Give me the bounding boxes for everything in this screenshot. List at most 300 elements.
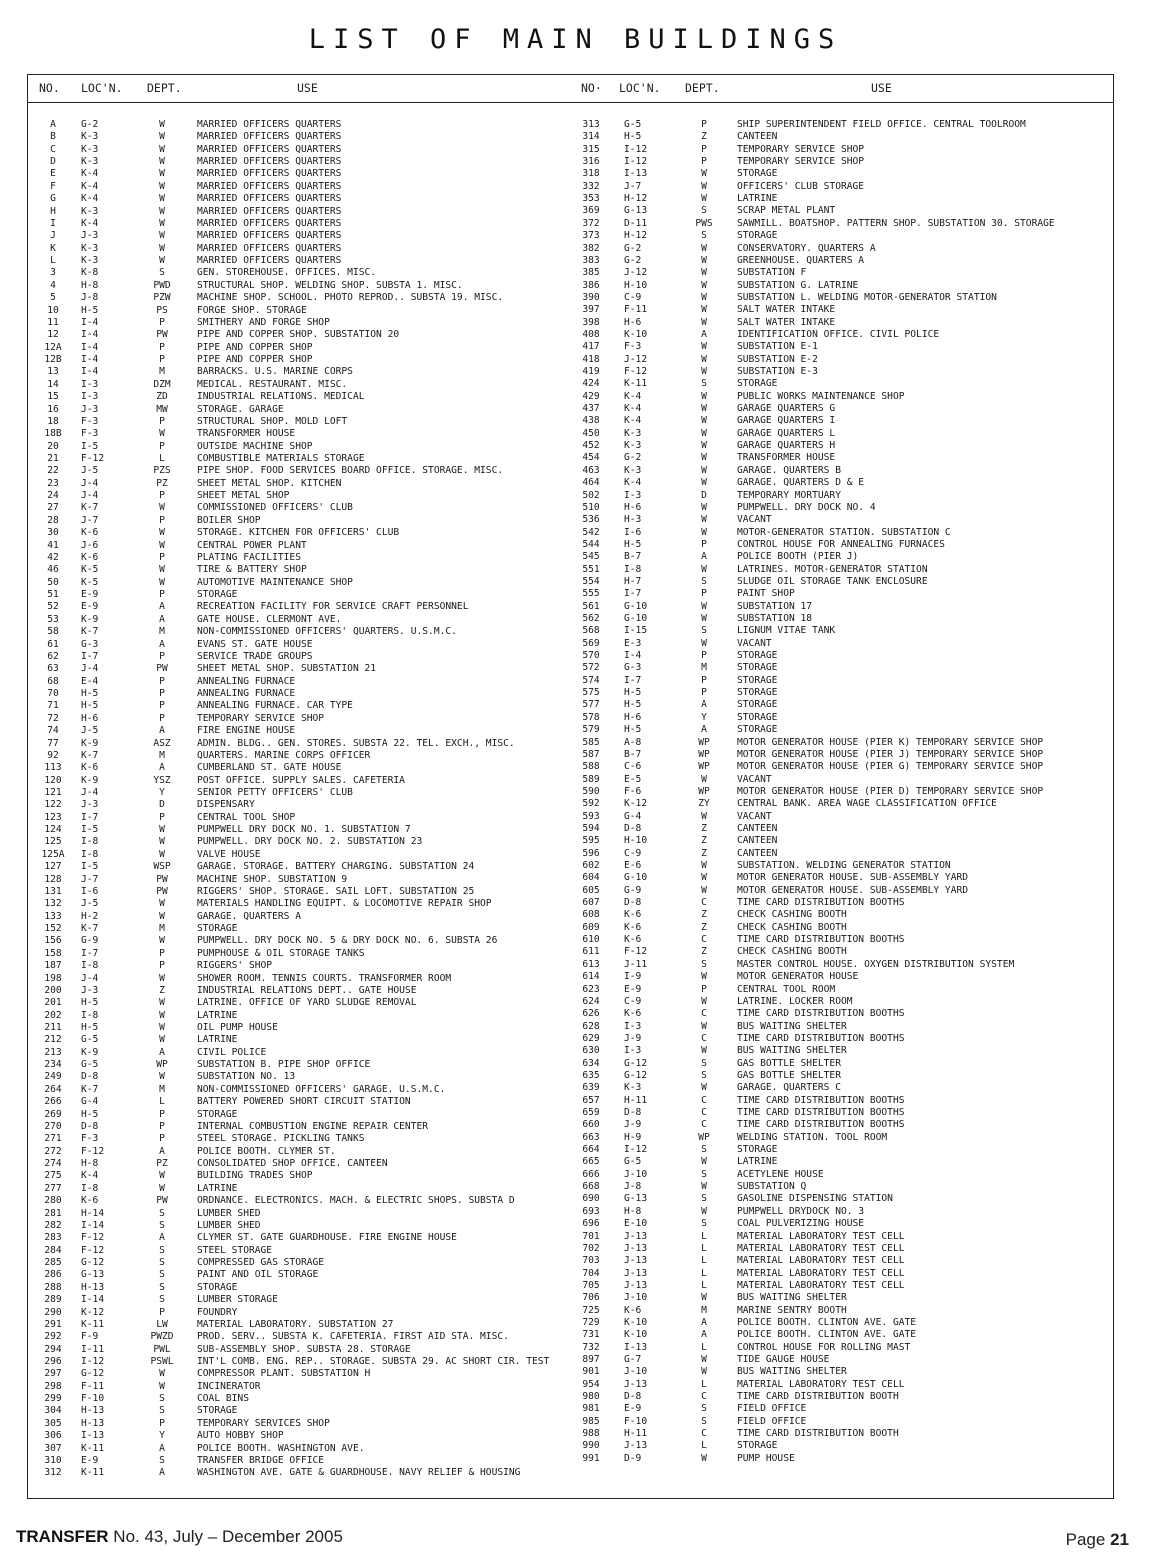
building-use: MOTOR GENERATOR HOUSE. SUB-ASSEMBLY YARD	[737, 884, 969, 896]
building-dept: PZW	[153, 292, 171, 304]
building-number: 572	[582, 662, 600, 674]
table-row	[27, 1183, 567, 1195]
building-use: STORAGE	[737, 687, 778, 699]
building-number: 419	[582, 366, 600, 377]
building-use: SERVICE TRADE GROUPS	[197, 650, 313, 662]
building-use: TIME CARD DISTRIBUTION BOOTH	[737, 1428, 899, 1440]
table-row	[567, 662, 1114, 674]
table-row	[567, 1428, 1114, 1440]
building-dept: P	[159, 1108, 165, 1120]
building-use: PROD. SERV.. SUBSTA K. CAFETERIA. FIRST AID STA. MISC.	[197, 1331, 509, 1343]
building-dept: S	[159, 1281, 165, 1293]
building-number: 705	[582, 1279, 600, 1291]
table-row	[27, 131, 567, 143]
building-use: MARRIED OFFICERS QUARTERS	[197, 217, 342, 229]
building-number: 23	[47, 477, 59, 489]
building-dept: M	[701, 1304, 707, 1316]
building-use: STORAGE	[737, 662, 778, 674]
building-location: J-9	[624, 1119, 642, 1131]
building-use: LUMBER SHED	[197, 1219, 261, 1231]
building-location: F-3	[624, 341, 642, 353]
table-row	[27, 1208, 567, 1220]
building-use: CUMBERLAND ST. GATE HOUSE	[197, 762, 342, 774]
building-number: 314	[582, 131, 600, 143]
table-row	[27, 985, 567, 997]
building-location: F-12	[81, 1232, 105, 1244]
building-location: I-14	[81, 1294, 105, 1306]
building-location: J-13	[624, 1378, 648, 1390]
building-use: NON-COMMISSIONED OFFICERS' GARAGE. U.S.M.C.	[197, 1083, 446, 1095]
building-use: TRANSFER BRIDGE OFFICE	[197, 1454, 325, 1466]
building-number: 18B	[44, 428, 62, 440]
table-row	[567, 761, 1114, 773]
building-location: I-7	[624, 674, 642, 686]
building-use: TIME CARD DISTRIBUTION BOOTHS	[737, 1094, 905, 1106]
table-row	[567, 440, 1114, 452]
building-number: 372	[582, 217, 600, 229]
building-location: J-8	[81, 292, 99, 304]
building-location: I-12	[624, 143, 648, 155]
building-dept: M	[701, 662, 707, 674]
building-dept: S	[701, 1415, 707, 1427]
table-row	[27, 243, 567, 255]
building-dept: C	[701, 1008, 707, 1020]
building-number: 635	[582, 1069, 600, 1081]
building-dept: P	[159, 675, 165, 687]
building-location: J-10	[624, 1366, 648, 1378]
building-use: FIELD OFFICE	[737, 1415, 807, 1427]
building-number: 690	[582, 1193, 600, 1205]
building-use: POLICE BOOTH. CLINTON AVE. GATE	[737, 1316, 917, 1328]
building-dept: W	[701, 267, 707, 279]
table-row	[27, 329, 567, 341]
building-number: 187	[44, 960, 62, 972]
building-use: MARRIED OFFICERS QUARTERS	[197, 193, 342, 205]
building-location: I-4	[81, 354, 99, 366]
building-use: SUBSTATION E-2	[737, 353, 818, 365]
building-dept: A	[159, 613, 165, 625]
building-use: PAINT SHOP	[737, 588, 795, 600]
building-number: 424	[582, 378, 600, 390]
table-row	[567, 292, 1114, 304]
table-row	[567, 1058, 1114, 1070]
building-number: 386	[582, 279, 600, 291]
building-use: MATERIAL LABORATORY TEST CELL	[737, 1279, 905, 1291]
table-row	[27, 1022, 567, 1034]
building-use: ANNEALING FURNACE. CAR TYPE	[197, 700, 353, 712]
building-use: LATRINE	[737, 193, 778, 205]
building-use: TIRE & BATTERY SHOP	[197, 564, 307, 576]
building-location: K-9	[81, 737, 99, 749]
table-row	[567, 267, 1114, 279]
building-dept: A	[701, 699, 707, 711]
building-location: E-9	[624, 983, 642, 995]
building-location: I-13	[81, 1430, 105, 1442]
building-location: K-3	[624, 440, 642, 452]
building-location: I-13	[624, 168, 648, 180]
building-use: TIME CARD DISTRIBUTION BOOTHS	[737, 934, 905, 946]
building-number: 703	[582, 1255, 600, 1267]
building-location: C-9	[624, 291, 642, 303]
table-row	[567, 946, 1114, 958]
building-number: 270	[44, 1120, 62, 1132]
building-dept: P	[159, 960, 165, 972]
building-number: 554	[582, 575, 600, 587]
building-dept: M	[159, 923, 165, 935]
building-location: J-3	[81, 984, 99, 996]
building-use: MATERIAL LABORATORY TEST CELL	[737, 1378, 905, 1390]
building-location: D-11	[624, 217, 648, 229]
table-row	[27, 1331, 567, 1343]
building-dept: C	[701, 1032, 707, 1044]
building-use: CIVIL POLICE	[197, 1046, 267, 1058]
building-use: LATRINE. OFFICE OF YARD SLUDGE REMOVAL	[197, 997, 417, 1009]
table-row	[27, 564, 567, 576]
building-use: INT'L COMB. ENG. REP.. STORAGE. SUBSTA 29. AC SHORT CIR. TEST	[197, 1356, 550, 1367]
building-use: MATERIAL LABORATORY TEST CELL	[737, 1255, 905, 1267]
building-location: H-5	[81, 688, 99, 700]
header-use: USE	[297, 81, 318, 95]
building-dept: P	[701, 687, 707, 699]
table-row	[567, 1119, 1114, 1131]
building-dept: P	[701, 650, 707, 662]
building-dept: S	[159, 1257, 165, 1269]
building-dept: PW	[156, 329, 168, 341]
building-dept: W	[159, 898, 165, 910]
building-location: K-4	[81, 168, 99, 180]
building-location: D-8	[81, 1071, 99, 1083]
building-use: TIME CARD DISTRIBUTION BOOTHS	[737, 1008, 905, 1020]
building-use: FIRE ENGINE HOUSE	[197, 725, 296, 737]
building-dept: W	[701, 1366, 707, 1378]
building-dept: WP	[698, 748, 710, 760]
building-use: TEMPORARY MORTUARY	[737, 489, 841, 501]
building-number: 291	[44, 1318, 62, 1330]
building-dept: PW	[156, 885, 168, 897]
building-use: MASTER CONTROL HOUSE. OXYGEN DISTRIBUTION SYSTEM	[737, 958, 1015, 970]
building-use: BUS WAITING SHELTER	[737, 1045, 847, 1057]
building-use: COMPRESSOR PLANT. SUBSTATION H	[197, 1368, 371, 1380]
building-dept: W	[701, 193, 707, 205]
building-use: ANNEALING FURNACE	[197, 688, 296, 700]
building-use: MARRIED OFFICERS QUARTERS	[197, 119, 342, 130]
building-number: 438	[582, 415, 600, 427]
building-dept: S	[701, 1057, 707, 1069]
building-dept: A	[701, 328, 707, 340]
building-number: 202	[44, 1009, 62, 1021]
building-number: 298	[44, 1380, 62, 1392]
building-location: I-3	[624, 1020, 642, 1032]
table-row	[27, 886, 567, 898]
building-number: K	[50, 242, 56, 254]
table-row	[27, 787, 567, 799]
table-header-left	[27, 81, 567, 103]
building-number: 398	[582, 316, 600, 328]
building-dept: W	[701, 995, 707, 1007]
building-dept: W	[701, 415, 707, 427]
building-dept: W	[701, 1354, 707, 1365]
table-row	[567, 378, 1114, 390]
building-dept: W	[159, 428, 165, 440]
building-number: 609	[582, 921, 600, 933]
building-number: 592	[582, 798, 600, 810]
building-number: 123	[44, 811, 62, 823]
building-location: G-5	[624, 1156, 642, 1168]
building-location: K-11	[81, 1442, 105, 1454]
table-row	[567, 996, 1114, 1008]
building-dept: A	[159, 762, 165, 774]
building-dept: W	[159, 836, 165, 848]
building-location: K-6	[624, 921, 642, 933]
building-number: 575	[582, 687, 600, 699]
building-use: LATRINE	[197, 1034, 238, 1046]
building-use: SAWMILL. BOATSHOP. PATTERN SHOP. SUBSTATION 30. STORAGE	[737, 217, 1055, 229]
building-dept: W	[701, 180, 707, 192]
building-location: K-3	[81, 242, 99, 254]
building-number: 286	[44, 1269, 62, 1281]
building-number: 604	[582, 872, 600, 884]
table-row	[567, 712, 1114, 724]
building-location: K-3	[624, 1082, 642, 1094]
building-location: J-7	[81, 514, 99, 526]
building-location: G-12	[624, 1069, 648, 1081]
building-location: E-10	[624, 1218, 648, 1230]
table-row	[27, 1146, 567, 1158]
building-location: H-6	[624, 316, 642, 328]
building-number: 610	[582, 934, 600, 946]
table-row	[567, 934, 1114, 946]
table-row	[27, 552, 567, 564]
building-number: 551	[582, 563, 600, 575]
table-row	[567, 514, 1114, 526]
building-dept: P	[159, 700, 165, 712]
building-number: 4	[50, 279, 56, 291]
building-dept: C	[701, 1107, 707, 1118]
table-row	[567, 329, 1114, 341]
building-location: G-12	[81, 1257, 105, 1269]
building-dept: W	[701, 884, 707, 896]
building-use: SUB-ASSEMBLY SHOP. SUBSTA 28. STORAGE	[197, 1343, 411, 1355]
building-dept: ZD	[156, 391, 168, 403]
building-number: 51	[47, 589, 59, 601]
building-use: COMPRESSED GAS STORAGE	[197, 1257, 325, 1269]
building-location: J-13	[624, 1242, 648, 1254]
building-use: PIPE AND COPPER SHOP	[197, 354, 313, 366]
building-dept: Z	[701, 835, 707, 847]
building-use: TIME CARD DISTRIBUTION BOOTHS	[737, 1032, 905, 1044]
table-row	[27, 911, 567, 923]
building-dept: W	[701, 613, 707, 624]
building-number: 297	[44, 1368, 62, 1380]
building-use: OIL PUMP HOUSE	[197, 1022, 278, 1033]
building-dept: L	[701, 1242, 707, 1254]
building-location: I-3	[624, 1045, 642, 1057]
building-use: STRUCTURAL SHOP. MOLD LOFT	[197, 415, 348, 427]
building-use: MARRIED OFFICERS QUARTERS	[197, 180, 342, 192]
building-number: 20	[47, 440, 59, 452]
building-use: WASHINGTON AVE. GATE & GUARDHOUSE. NAVY RELIEF & HOUSING	[197, 1467, 521, 1479]
building-use: AUTO HOBBY SHOP	[197, 1430, 284, 1442]
building-number: 696	[582, 1218, 600, 1230]
building-dept: M	[159, 366, 165, 378]
table-row	[27, 1047, 567, 1059]
building-location: H-5	[624, 687, 642, 699]
building-dept: ASZ	[153, 737, 171, 749]
building-dept: W	[701, 514, 707, 526]
table-header-right	[567, 81, 1114, 103]
building-location: K-6	[624, 1304, 642, 1316]
building-use: STRUCTURAL SHOP. WELDING SHOP. SUBSTA 1. MISC.	[197, 279, 463, 291]
table-row	[567, 1403, 1114, 1415]
building-number: B	[50, 131, 56, 143]
building-use: GAS BOTTLE SHELTER	[737, 1069, 841, 1081]
building-number: 605	[582, 884, 600, 896]
building-use: STORAGE. KITCHEN FOR OFFICERS' CLUB	[197, 527, 400, 539]
building-use: SHOWER ROOM. TENNIS COURTS. TRANSFORMER ROOM	[197, 972, 452, 984]
building-number: 988	[582, 1428, 600, 1440]
building-number: 198	[44, 972, 62, 984]
building-dept: A	[159, 638, 165, 650]
building-number: 418	[582, 353, 600, 365]
building-location: J-4	[81, 490, 99, 502]
building-use: PUMPWELL DRYDOCK NO. 3	[737, 1205, 865, 1217]
building-use: SLUDGE OIL STORAGE TANK ENCLOSURE	[737, 575, 928, 587]
building-dept: W	[701, 1020, 707, 1032]
table-row	[27, 836, 567, 848]
building-use: WELDING STATION. TOOL ROOM	[737, 1131, 888, 1143]
building-use: CENTRAL TOOL SHOP	[197, 811, 296, 823]
building-dept: W	[159, 242, 165, 254]
building-use: GATE HOUSE. CLERMONT AVE.	[197, 613, 342, 625]
building-dept: A	[159, 1145, 165, 1157]
building-dept: W	[701, 440, 707, 452]
building-number: H	[50, 205, 56, 217]
building-location: B-7	[624, 551, 642, 563]
building-location: I-12	[81, 1356, 105, 1367]
building-number: 611	[582, 946, 600, 958]
building-location: F-3	[81, 415, 99, 427]
building-dept: DZM	[153, 378, 171, 390]
building-location: H-5	[624, 724, 642, 736]
building-dept: W	[701, 1082, 707, 1094]
table-row	[27, 1455, 567, 1467]
table-row	[567, 205, 1114, 217]
building-number: 657	[582, 1094, 600, 1106]
building-use: GEN. STOREHOUSE. OFFICES. MISC.	[197, 267, 377, 279]
building-dept: P	[159, 1306, 165, 1318]
building-location: G-10	[624, 872, 648, 884]
building-number: 284	[44, 1244, 62, 1256]
building-use: FIELD OFFICE	[737, 1403, 807, 1415]
building-number: 124	[44, 824, 62, 836]
building-location: K-12	[81, 1306, 105, 1318]
building-location: H-3	[624, 514, 642, 526]
building-location: F-11	[81, 1380, 105, 1392]
table-row	[567, 1008, 1114, 1020]
building-dept: A	[701, 1329, 707, 1341]
table-row	[567, 1440, 1114, 1452]
building-use: MOTOR GENERATOR HOUSE (PIER J) TEMPORARY SERVICE SHOP	[737, 748, 1044, 760]
table-row	[567, 255, 1114, 267]
page-title: LIST OF MAIN BUILDINGS	[308, 24, 843, 55]
building-number: 28	[47, 514, 59, 526]
building-location: G-10	[624, 600, 648, 612]
building-location: K-6	[81, 762, 99, 774]
building-location: H-7	[624, 575, 642, 587]
building-number: 980	[582, 1391, 600, 1403]
table-row	[567, 1305, 1114, 1317]
building-location: G-10	[624, 613, 648, 624]
table-row	[567, 1193, 1114, 1205]
building-dept: PWD	[153, 279, 171, 291]
table-row	[27, 1368, 567, 1380]
table-row	[567, 1255, 1114, 1267]
building-dept: W	[701, 390, 707, 402]
building-use: RIGGERS' SHOP. STORAGE. SAIL LOFT. SUBSTATION 25	[197, 885, 475, 897]
building-use: SUBSTATION 18	[737, 613, 813, 624]
building-use: SUBSTATION. WELDING GENERATOR STATION	[737, 860, 951, 871]
building-number: 502	[582, 489, 600, 501]
building-use: GARAGE. QUARTERS C	[737, 1082, 841, 1094]
building-number: 72	[47, 712, 59, 724]
building-use: PUMP HOUSE	[737, 1452, 795, 1464]
table-row	[27, 540, 567, 552]
building-number: A	[50, 119, 56, 130]
building-number: 593	[582, 810, 600, 822]
building-dept: W	[159, 168, 165, 180]
building-dept: W	[701, 600, 707, 612]
building-dept: WP	[156, 1059, 168, 1071]
table-row	[567, 638, 1114, 650]
table-row	[27, 688, 567, 700]
building-location: J-8	[624, 1181, 642, 1193]
building-dept: P	[159, 415, 165, 427]
building-location: J-3	[81, 799, 99, 811]
building-dept: P	[159, 490, 165, 502]
building-location: K-8	[81, 267, 99, 279]
building-number: 587	[582, 748, 600, 760]
building-number: 585	[582, 736, 600, 748]
building-number: 30	[47, 527, 59, 539]
table-row	[567, 564, 1114, 576]
building-location: K-4	[624, 403, 642, 415]
table-row	[567, 897, 1114, 909]
table-row	[567, 527, 1114, 539]
building-dept: S	[159, 1207, 165, 1219]
table-row	[567, 1045, 1114, 1057]
building-location: I-15	[624, 625, 648, 637]
building-number: 990	[582, 1440, 600, 1452]
table-row	[27, 1010, 567, 1022]
building-dept: W	[159, 848, 165, 860]
building-location: K-3	[81, 131, 99, 143]
building-use: SUBSTATION E-1	[737, 341, 818, 353]
table-row	[567, 1366, 1114, 1378]
building-dept: L	[701, 1440, 707, 1452]
building-use: POST OFFICE. SUPPLY SALES. CAFETERIA	[197, 774, 405, 786]
building-location: J-4	[81, 786, 99, 798]
building-dept: Y	[701, 711, 707, 723]
table-row	[567, 1033, 1114, 1045]
table-row	[27, 441, 567, 453]
table-row	[567, 860, 1114, 872]
building-location: H-5	[624, 131, 642, 143]
building-dept: PW	[156, 873, 168, 885]
building-number: 315	[582, 143, 600, 155]
table-row	[27, 1170, 567, 1182]
building-location: H-10	[624, 279, 648, 291]
building-location: E-5	[624, 773, 642, 785]
